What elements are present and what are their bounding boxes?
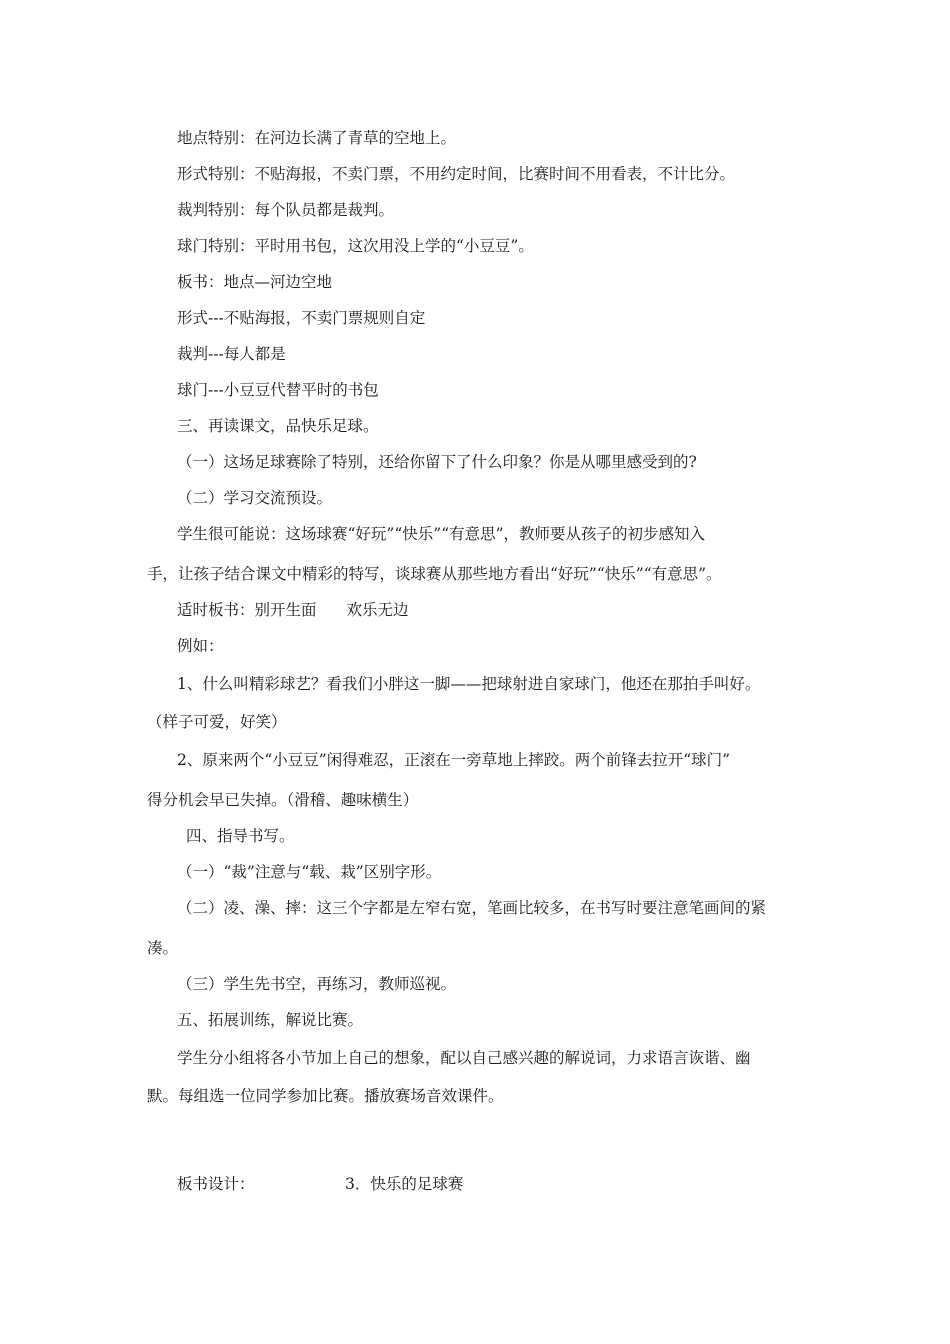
board-notes-line (177, 600, 409, 620)
paragraph-line: 板书：地点—河边空地 (177, 273, 333, 291)
board-notes-prefix: 适时板书：别开生面 (177, 601, 317, 619)
paragraph-line: 1、什么叫精彩球艺？看我们小胖这一脚——把球射进自家球门，他还在那拍手叫好。 (177, 675, 761, 693)
paragraph-line: 学生很可能说：这场球赛“好玩”“快乐”“有意思”，教师要从孩子的初步感知入 (177, 525, 706, 543)
paragraph-line: 手，让孩子结合课文中精彩的特写，谈球赛从那些地方看出“好玩”“快乐”“有意思”。 (147, 565, 722, 583)
paragraph-line: （二）学习交流预设。 (177, 489, 333, 507)
paragraph-line: 球门特别：平时用书包，这次用没上学的“小豆豆”。 (177, 237, 534, 255)
section-heading: 四、指导书写。 (186, 827, 295, 845)
board-design-label: 板书设计： (177, 1175, 255, 1193)
section-heading: 五、拓展训练，解说比赛。 (177, 1011, 364, 1029)
paragraph-line: 例如： (177, 637, 224, 655)
paragraph-line: （一）这场足球赛除了特别，还给你留下了什么印象？你是从哪里感受到的? (177, 453, 697, 471)
paragraph-line: 默。每组选一位同学参加比赛。播放赛场音效课件。 (147, 1087, 504, 1105)
paragraph-line: （样子可爱，好笑） (147, 713, 287, 731)
paragraph-line: （二）凌、澡、摔：这三个字都是左窄右宽，笔画比较多，在书写时要注意笔画间的紧 (177, 899, 767, 917)
paragraph-line: 得分机会早已失掉。（滑稽、趣味横生） (147, 791, 419, 809)
paragraph-line: 地点特别：在河边长满了青草的空地上。 (177, 129, 457, 147)
paragraph-line: 形式---不贴海报，不卖门票规则自定 (177, 309, 426, 327)
paragraph-line: （三）学生先书空，再练习，教师巡视。 (177, 975, 457, 993)
paragraph-line: 2、原来两个“小豆豆”闲得难忍，正滚在一旁草地上摔跤。两个前锋去拉开“球门” (177, 751, 731, 769)
paragraph-line: 学生分小组将各小节加上自己的想象，配以自己感兴趣的解说词，力求语言诙谐、幽 (177, 1049, 751, 1067)
board-notes-suffix: 欢乐无边 (346, 601, 409, 619)
paragraph-line: 裁判---每人都是 (177, 345, 286, 363)
paragraph-line: 形式特别：不贴海报，不卖门票，不用约定时间，比赛时间不用看表，不计比分。 (177, 165, 736, 183)
board-design-title: 3．快乐的足球赛 (345, 1175, 464, 1193)
paragraph-line: （一）“裁”注意与“载、栽”区别字形。 (177, 863, 442, 881)
paragraph-line: 裁判特别：每个队员都是裁判。 (177, 201, 395, 219)
paragraph-line: 凑。 (147, 939, 179, 957)
section-heading: 三、再读课文，品快乐足球。 (177, 417, 379, 435)
paragraph-line: 球门---小豆豆代替平时的书包 (177, 381, 379, 399)
